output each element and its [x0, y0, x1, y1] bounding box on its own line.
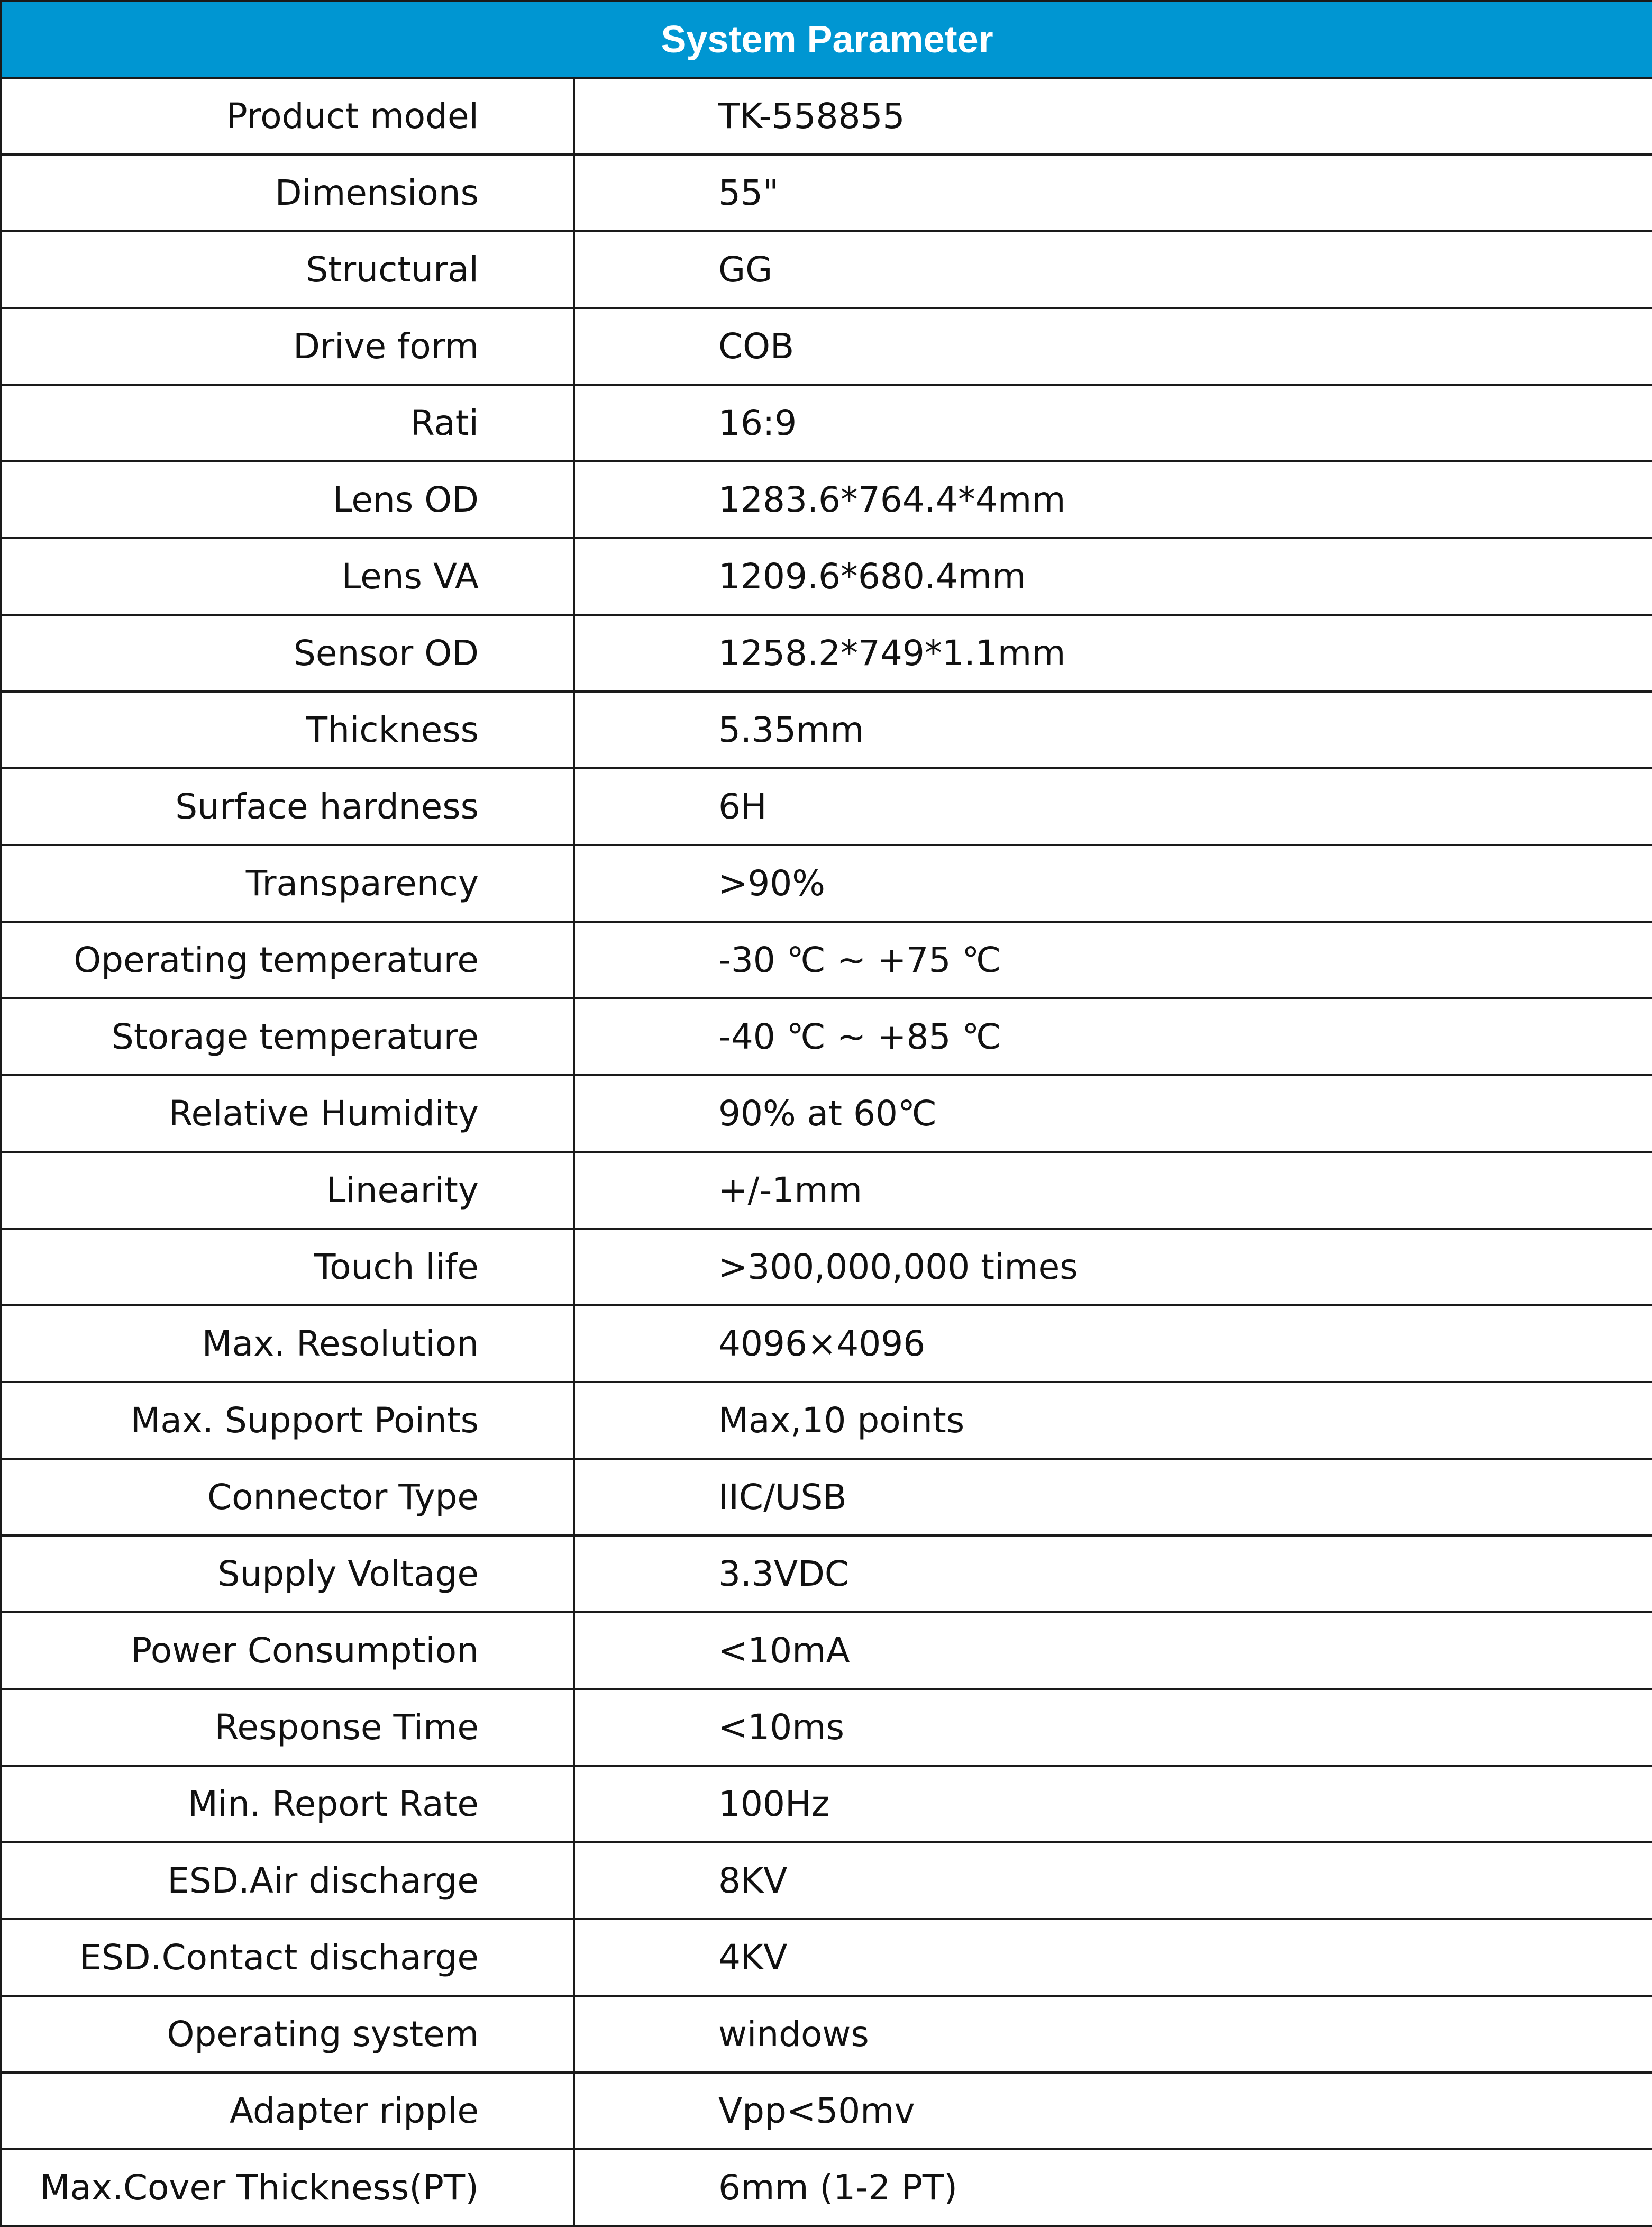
table-row — [1, 78, 1652, 154]
parameter-value: 5.35mm — [574, 692, 1652, 768]
parameter-value: -40 ℃ ~ +85 ℃ — [574, 998, 1652, 1075]
table-row — [1, 2149, 1652, 2226]
table-row — [1, 1612, 1652, 1689]
table-row — [1, 845, 1652, 922]
table-row — [1, 692, 1652, 768]
parameter-value: Max,10 points — [574, 1382, 1652, 1459]
table-row — [1, 1766, 1652, 1842]
table-row — [1, 385, 1652, 461]
parameter-value: 6mm (1-2 PT) — [574, 2149, 1652, 2226]
parameter-label: Rati — [1, 385, 574, 461]
parameter-label: Adapter ripple — [1, 2073, 574, 2149]
parameter-value: <10ms — [574, 1689, 1652, 1766]
parameter-value: 55" — [574, 154, 1652, 231]
parameter-value: >300,000,000 times — [574, 1229, 1652, 1305]
table-row — [1, 538, 1652, 615]
parameter-label: Max. Resolution — [1, 1305, 574, 1382]
parameter-value: windows — [574, 1996, 1652, 2073]
table-row — [1, 2073, 1652, 2149]
parameter-label: ESD.Air discharge — [1, 1842, 574, 1919]
table-row — [1, 1535, 1652, 1612]
table-row — [1, 1075, 1652, 1152]
parameter-label: Storage temperature — [1, 998, 574, 1075]
table-row — [1, 461, 1652, 538]
parameter-label: Operating system — [1, 1996, 574, 2073]
parameter-value: 4096×4096 — [574, 1305, 1652, 1382]
parameter-label: Min. Report Rate — [1, 1766, 574, 1842]
parameter-value: 1209.6*680.4mm — [574, 538, 1652, 615]
table-row — [1, 998, 1652, 1075]
parameter-label: Power Consumption — [1, 1612, 574, 1689]
parameter-label: Drive form — [1, 308, 574, 385]
table-header-row — [1, 1, 1652, 78]
table-title: System Parameter — [1, 1, 1652, 78]
parameter-value: 8KV — [574, 1842, 1652, 1919]
parameter-value: 3.3VDC — [574, 1535, 1652, 1612]
parameter-value: 16:9 — [574, 385, 1652, 461]
parameter-value: TK-558855 — [574, 78, 1652, 154]
parameter-label: Max.Cover Thickness(PT) — [1, 2149, 574, 2226]
parameter-label: Sensor OD — [1, 615, 574, 692]
table-row — [1, 615, 1652, 692]
table-row — [1, 1152, 1652, 1229]
parameter-value: >90% — [574, 845, 1652, 922]
parameter-value: IIC/USB — [574, 1459, 1652, 1535]
parameter-label: Surface hardness — [1, 768, 574, 845]
table-row — [1, 1689, 1652, 1766]
table-row — [1, 308, 1652, 385]
parameter-value: 1258.2*749*1.1mm — [574, 615, 1652, 692]
table-row — [1, 922, 1652, 998]
parameter-value: 4KV — [574, 1919, 1652, 1996]
table-row — [1, 1229, 1652, 1305]
table-row — [1, 1842, 1652, 1919]
table-row — [1, 1382, 1652, 1459]
parameter-value: GG — [574, 231, 1652, 308]
table-row — [1, 154, 1652, 231]
parameter-value: <10mA — [574, 1612, 1652, 1689]
parameter-label: Lens OD — [1, 461, 574, 538]
parameter-value: 90% at 60℃ — [574, 1075, 1652, 1152]
parameter-value: 1283.6*764.4*4mm — [574, 461, 1652, 538]
parameter-label: Connector Type — [1, 1459, 574, 1535]
parameter-label: Linearity — [1, 1152, 574, 1229]
parameter-label: Operating temperature — [1, 922, 574, 998]
table-row — [1, 1305, 1652, 1382]
parameter-label: ESD.Contact discharge — [1, 1919, 574, 1996]
table-row — [1, 1459, 1652, 1535]
table-row — [1, 768, 1652, 845]
table-body — [1, 78, 1652, 2226]
table-row — [1, 1919, 1652, 1996]
parameter-label: Supply Voltage — [1, 1535, 574, 1612]
parameter-value: COB — [574, 308, 1652, 385]
table-row — [1, 231, 1652, 308]
parameter-label: Relative Humidity — [1, 1075, 574, 1152]
parameter-label: Thickness — [1, 692, 574, 768]
parameter-label: Structural — [1, 231, 574, 308]
table-row — [1, 1996, 1652, 2073]
parameter-value: Vpp<50mv — [574, 2073, 1652, 2149]
parameter-value: 6H — [574, 768, 1652, 845]
parameter-label: Dimensions — [1, 154, 574, 231]
parameter-value: -30 ℃ ~ +75 ℃ — [574, 922, 1652, 998]
parameter-label: Touch life — [1, 1229, 574, 1305]
parameter-label: Response Time — [1, 1689, 574, 1766]
parameter-label: Product model — [1, 78, 574, 154]
parameter-label: Lens VA — [1, 538, 574, 615]
parameter-label: Transparency — [1, 845, 574, 922]
parameter-label: Max. Support Points — [1, 1382, 574, 1459]
parameter-value: +/-1mm — [574, 1152, 1652, 1229]
parameter-value: 100Hz — [574, 1766, 1652, 1842]
